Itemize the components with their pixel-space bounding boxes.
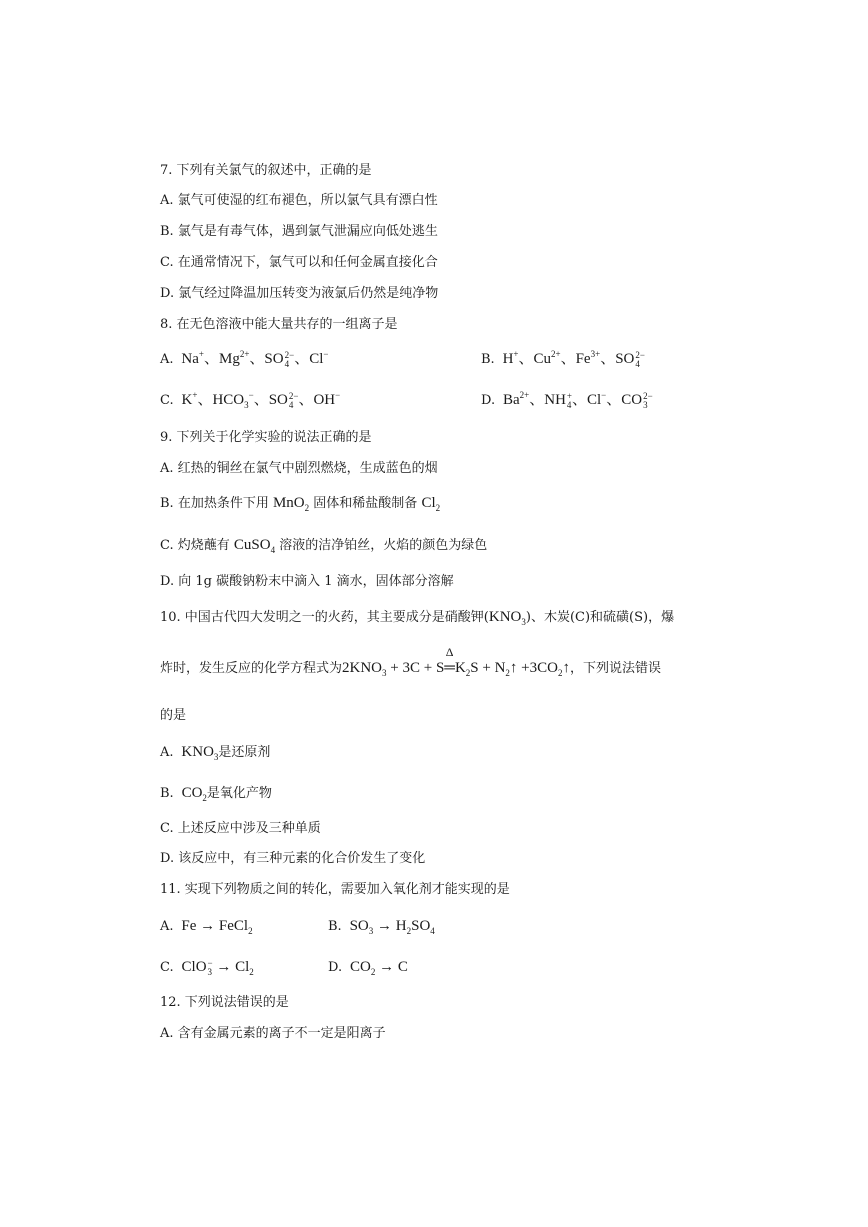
q8-stem: 8. 在无色溶液中能大量共存的一组离子是 <box>160 317 398 332</box>
q8-a-formula: Na+、$Mg^{2+}$、SO 2− 4 、Cl− <box>177 349 329 369</box>
q10-kno3: $KNO_3$ <box>488 609 526 627</box>
q11-stem: 11. 实现下列物质之间的转化，需要加入氧化剂才能实现的是 <box>160 882 510 897</box>
q10-a-text: 是还原剂 <box>218 745 271 760</box>
q11-c-label: C. <box>160 960 174 975</box>
q10-option-a <box>160 743 270 761</box>
q9-option-a: A. 红热的铜丝在氯气中剧烈燃烧，生成蓝色的烟 <box>160 461 438 476</box>
q10-line2-post: ，下列说法错误 <box>569 661 661 676</box>
q7-option-d: D. 氯气经过降温加压转变为液氯后仍然是纯净物 <box>160 286 439 301</box>
q11-b-label: B. <box>328 919 342 934</box>
q9-c-formula: CuSO$_4$ <box>233 537 276 555</box>
q11-a-formula: Fe → FeCl$_2$ <box>177 918 253 936</box>
q11-c-formula: ClO − 3 → $Cl_2$ <box>177 957 254 977</box>
q9-b-text-pre: B. 在加热条件下用 <box>160 496 269 511</box>
q10-option-c: C. 上述反应中涉及三种单质 <box>160 821 321 836</box>
q9-b-formula-cl2: $Cl_2$ <box>421 495 441 513</box>
q7-option-b: B. 氯气是有毒气体，遇到氯气泄漏应向低处逃生 <box>160 224 438 239</box>
q8-b-formula: H+、$Cu^{2+}$、$Fe^{3+}$、SO 2− 4 <box>498 349 645 369</box>
q12-option-a: A. 含有金属元素的离子不一定是阳离子 <box>160 1026 386 1041</box>
q8-c-label: C. <box>160 393 174 408</box>
q8-option-c <box>160 391 340 410</box>
q11-a-label: A. <box>160 919 174 934</box>
q8-d-label: D. <box>481 393 496 408</box>
q9-b-formula-mno2: MnO$_2$ <box>272 495 310 513</box>
q10-a-formula: $KNO_3$ <box>177 744 219 762</box>
q9-option-d: D. 向 1g 碳酸钠粉末中滴入 1 滴水，固体部分溶解 <box>160 574 454 589</box>
q9-stem: 9. 下列关于化学实验的说法正确的是 <box>160 430 372 445</box>
q7-option-c: C. 在通常情况下，氯气可以和任何金属直接化合 <box>160 255 438 270</box>
q9-c-text-post: 溶液的洁净铂丝，火焰的颜色为绿色 <box>279 538 488 553</box>
q10-b-formula: $CO_2$ <box>177 785 207 803</box>
q9-c-text-pre: C. 灼烧蘸有 <box>160 538 230 553</box>
q8-option-b <box>481 350 645 369</box>
q10-stem-line3: 的是 <box>160 708 187 723</box>
q9-b-text-mid: 固体和稀盐酸制备 <box>313 496 418 511</box>
q7-stem: 7. 下列有关氯气的叙述中，正确的是 <box>160 163 372 178</box>
q10-equation: $2KNO_3 + 3C + S$ Δ $═K_2S$ + $N_2↑$ $+3CO_2↑$ <box>342 645 570 678</box>
q11-d-formula: $CO_2 \to C$ <box>346 959 408 977</box>
q10-stem-post: )、木炭(C)和硫磺(S)，爆 <box>525 610 675 625</box>
q10-b-label: B. <box>160 786 174 801</box>
q10-stem-line2 <box>160 645 661 678</box>
q10-stem-line1 <box>160 608 674 626</box>
q8-a-label: A. <box>160 352 174 367</box>
q11-option-a <box>160 917 253 935</box>
q11-option-d <box>328 958 408 976</box>
q9-option-b <box>160 494 440 512</box>
q10-a-label: A. <box>160 745 174 760</box>
q11-option-c <box>160 958 254 977</box>
q11-d-label: D. <box>328 960 343 975</box>
q11-b-formula: $SO_3 \to H_2SO_4$ <box>345 918 435 936</box>
q10-b-text: 是氧化产物 <box>206 786 272 801</box>
q8-option-a <box>160 350 328 369</box>
q10-stem-pre: 10. 中国古代四大发明之一的火药，其主要成分是硝酸钾( <box>160 610 489 625</box>
q10-option-d: D. 该反应中，有三种元素的化合价发生了变化 <box>160 851 426 866</box>
q7-option-a: A. 氯气可使湿的红布褪色，所以氯气具有漂白性 <box>160 193 438 208</box>
q12-stem: 12. 下列说法错误的是 <box>160 995 289 1010</box>
q10-line2-pre: 炸时，发生反应的化学方程式为 <box>160 661 343 676</box>
q8-c-formula: K+、$HCO_3^-$、SO 2− 4 、OH− <box>177 390 341 410</box>
q9-option-c <box>160 536 487 554</box>
q8-option-d <box>481 391 653 410</box>
q10-option-b <box>160 784 272 802</box>
q11-option-b <box>328 917 435 935</box>
q8-b-label: B. <box>481 352 495 367</box>
q8-d-formula: $Ba^{2+}$、NH + 4 、Cl−、CO 2− 3 <box>499 390 653 410</box>
